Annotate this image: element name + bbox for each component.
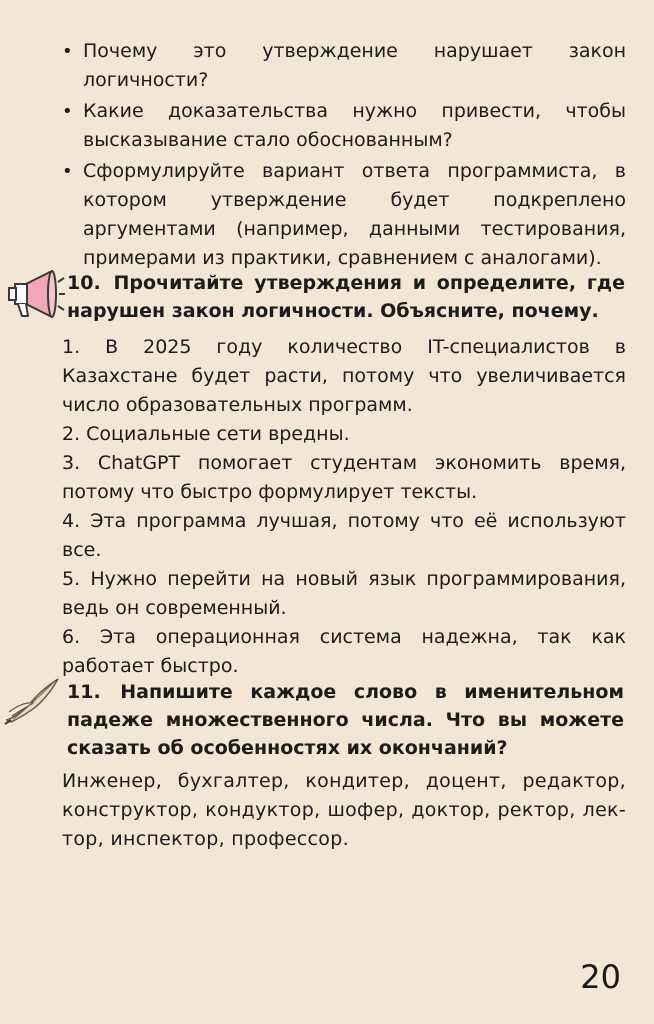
- task-10-statements: [62, 333, 626, 681]
- list-item: 4. Эта программа лучшая, потому что её используют все.: [62, 510, 626, 561]
- list-item: 5. Нужно перейти на новый язык программирования, ведь он современный.: [62, 568, 626, 619]
- task-10-instruction: Прочитайте утверждения и определите, где нарушен закон логичности. Объясните, почему.: [67, 272, 625, 322]
- page-number: 20: [580, 958, 621, 996]
- task-11-heading: [67, 678, 624, 762]
- task-11-number: 11.: [67, 681, 101, 703]
- list-item: 6. Эта операционная система надежна, так как работает быстро.: [62, 626, 626, 677]
- megaphone-icon: [6, 266, 66, 322]
- quill-pen-icon: [3, 676, 63, 726]
- task-11-word-list: Инженер, бухгалтер, кондитер, доцент, редактор, конструктор, кондуктор, шофер, доктор, ректор, лек-тор, инспектор, профессор.: [62, 770, 626, 850]
- list-item: 1. В 2025 году количество IT-специалистов в Казахстане будет расти, потому что увеличивается число образовательных программ.: [62, 336, 626, 416]
- task-10-number: 10.: [67, 272, 101, 294]
- task-11-instruction: Напишите каждое слово в именительном падеже множественного числа. Что вы можете сказать об особенностях их окончаний?: [67, 681, 624, 759]
- list-item: • Какие доказательства нужно привести, чтобы высказывание стало обоснованным?: [58, 97, 626, 155]
- question-list: [58, 37, 626, 275]
- list-item: • Сформулируйте вариант ответа программиста, в котором утверждение будет подкреплено аргументами (например, данными тестирования, примерами из практики, сравнением с аналогами).: [58, 157, 626, 273]
- task-10-heading: [67, 269, 625, 325]
- list-item: 3. ChatGPT помогает студентам экономить время, потому что быстро формулирует тексты.: [62, 452, 626, 503]
- list-item: 2. Социальные сети вредны.: [62, 423, 350, 445]
- list-item: • Почему это утверждение нарушает закон логичности?: [58, 37, 626, 95]
